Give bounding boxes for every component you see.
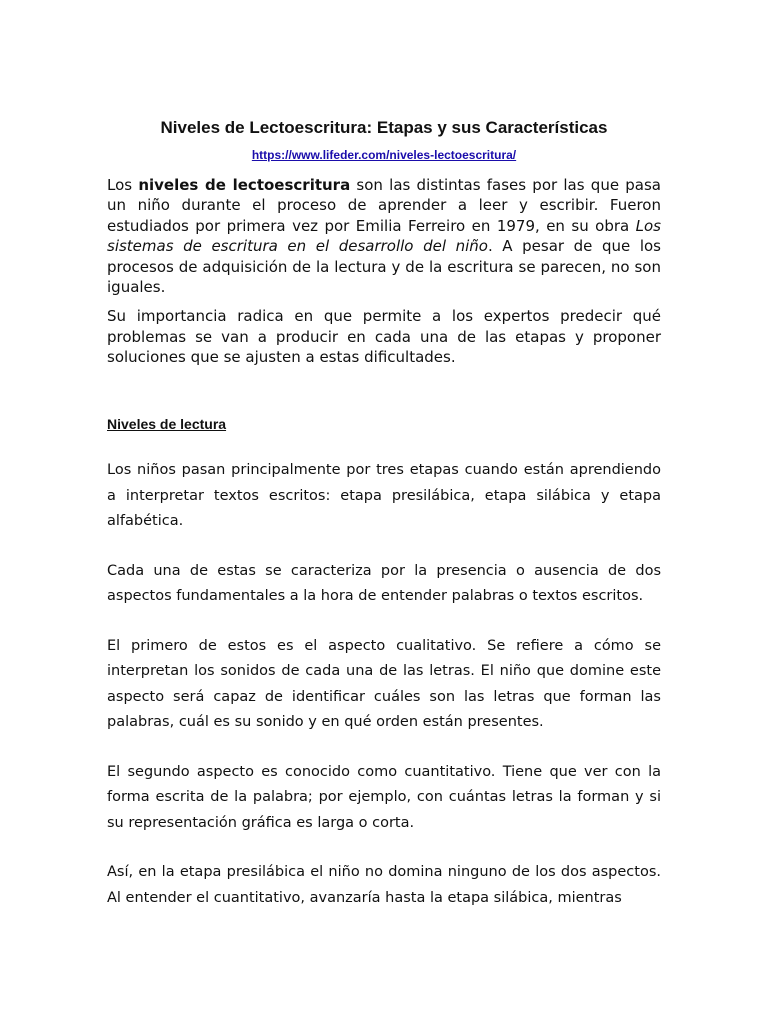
intro-section	[107, 175, 661, 377]
intro-book-title: Los sistemas de escritura en el desarrollo del niño	[107, 216, 661, 256]
body-section	[107, 458, 661, 935]
document-title: Niveles de Lectoescritura: Etapas y sus Características	[160, 118, 608, 137]
intro-bold-term: niveles de lectoescritura	[138, 176, 351, 194]
intro-text-start: Los	[107, 176, 139, 194]
source-link[interactable]: https://www.lifeder.com/niveles-lectoescritura/	[251, 148, 517, 162]
body-paragraph: El primero de estos es el aspecto cualitativo. Se refiere a cómo se interpretan los sonidos de cada una de las letras. El niño que domine este aspecto será capaz de identificar cuáles son las letras que forman las palabras, cuál es su sonido y en qué orden están presentes.	[107, 637, 661, 730]
body-paragraph: Los niños pasan principalmente por tres etapas cuando están aprendiendo a interpretar textos escritos: etapa presilábica, etapa silábica y etapa alfabética.	[107, 462, 661, 529]
body-paragraph: Así, en la etapa presilábica el niño no domina ninguno de los dos aspectos. Al entender el cuantitativo, avanzaría hasta la etapa silábica, mientras	[107, 864, 661, 906]
body-paragraph: El segundo aspecto es conocido como cuantitativo. Tiene que ver con la forma escrita de la palabra; por ejemplo, con cuántas letras la forman y si su representación gráfica es larga o corta.	[107, 763, 661, 831]
intro-paragraph-2: Su importancia radica en que permite a los expertos predecir qué problemas se van a producir en cada una de las etapas y proponer soluciones que se ajusten a estas dificultades.	[107, 307, 661, 367]
section-heading: Niveles de lectura	[107, 416, 227, 432]
intro-paragraph-1	[107, 175, 661, 297]
body-paragraph: Cada una de estas se caracteriza por la presencia o ausencia de dos aspectos fundamentales a la hora de entender palabras o textos escritos.	[107, 562, 661, 604]
intro-text-end: . A pesar de que los procesos de adquisición de la lectura y de la escritura se parecen, no son iguales.	[107, 237, 661, 297]
intro-text-middle: son las distintas fases por las que pasa un niño durante el proceso de aprender a leer y escribir. Fueron estudiados por primera vez por Emilia Ferreiro en 1979, en su obra	[107, 176, 661, 235]
